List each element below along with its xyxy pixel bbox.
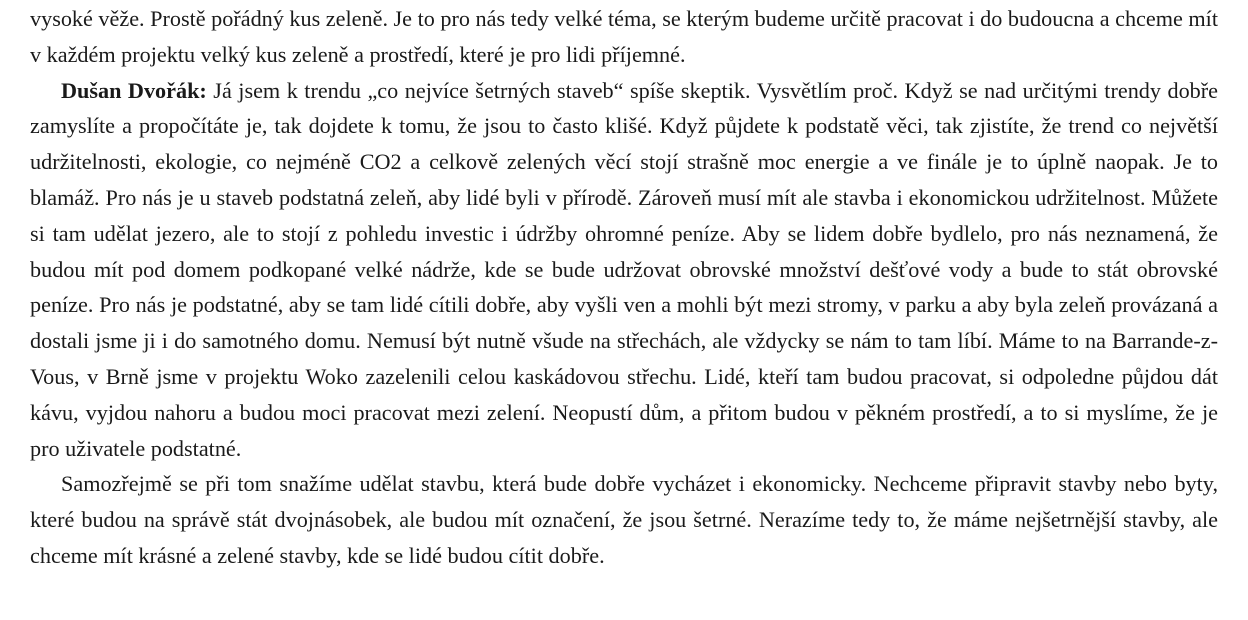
paragraph-text: Samozřejmě se při tom snažíme udělat stavbu, která bude dobře vycházet i ekonomicky. Nechceme připravit stavby nebo byty, které budou na správě stát dvojnásobek, ale budou mít označení, že jsou šetrné. Nerazíme tedy to, že máme nejšetrnější stavby, ale chceme mít krásné a zelené stavby, kde se lidé budou cítit dobře. <box>30 471 1218 568</box>
speaker-name: Dušan Dvořák: <box>61 77 207 103</box>
paragraph-closing <box>30 466 1218 573</box>
paragraph-text: Já jsem k trendu „co nejvíce šetrných staveb“ spíše skeptik. Vysvětlím proč. Když se nad určitými trendy dobře zamyslíte a propočítáte je, tak dojdete k tomu, že jsou to často klišé. Když půjdete k podstatě věci, tak zjistíte, že trend co největší udržitelnosti, ekologie, co nejméně CO2 a celkově zelených věcí stojí strašně moc energie a ve finále je to úplně naopak. Je to blamáž. Pro nás je u staveb podstatná zeleň, aby lidé byli v přírodě. Zároveň musí mít ale stavba i ekonomickou udržitelnost. Můžete si tam udělat jezero, ale to stojí z pohledu investic i údržby ohromné peníze. Aby se lidem dobře bydlelo, pro nás neznamená, že budou mít pod domem podkopané velké nádrže, kde se bude udržovat obrovské množství dešťové vody a bude to stát obrovské peníze. Pro nás je podstatné, aby se tam lidé cítili dobře, aby vyšli ven a mohli být mezi stromy, v parku a aby byla zeleň provázaná a dostali jsme ji i do samotného domu. Nemusí být nutně všude na střechách, ale vždycky se nám to tam líbí. Máme to na Barrande-z-Vous, v Brně jsme v projektu Woko zazelenili celou kaskádovou střechu. Lidé, kteří tam budou pracovat, si odpoledne půjdou dát kávu, vyjdou nahoru a budou moci pracovat mezi zelení. Neopustí dům, a přitom budou v pěkném prostředí, a to si myslíme, že je pro uživatele podstatné. <box>30 77 1218 461</box>
paragraph-interview-answer <box>30 73 1218 467</box>
paragraph-continuation <box>30 0 1218 73</box>
paragraph-text: vysoké věže. Prostě pořádný kus zeleně. Je to pro nás tedy velké téma, se kterým budeme určitě pracovat i do budoucna a chceme mít v každém projektu velký kus zeleně a prostředí, které je pro lidi příjemné. <box>30 6 1218 67</box>
